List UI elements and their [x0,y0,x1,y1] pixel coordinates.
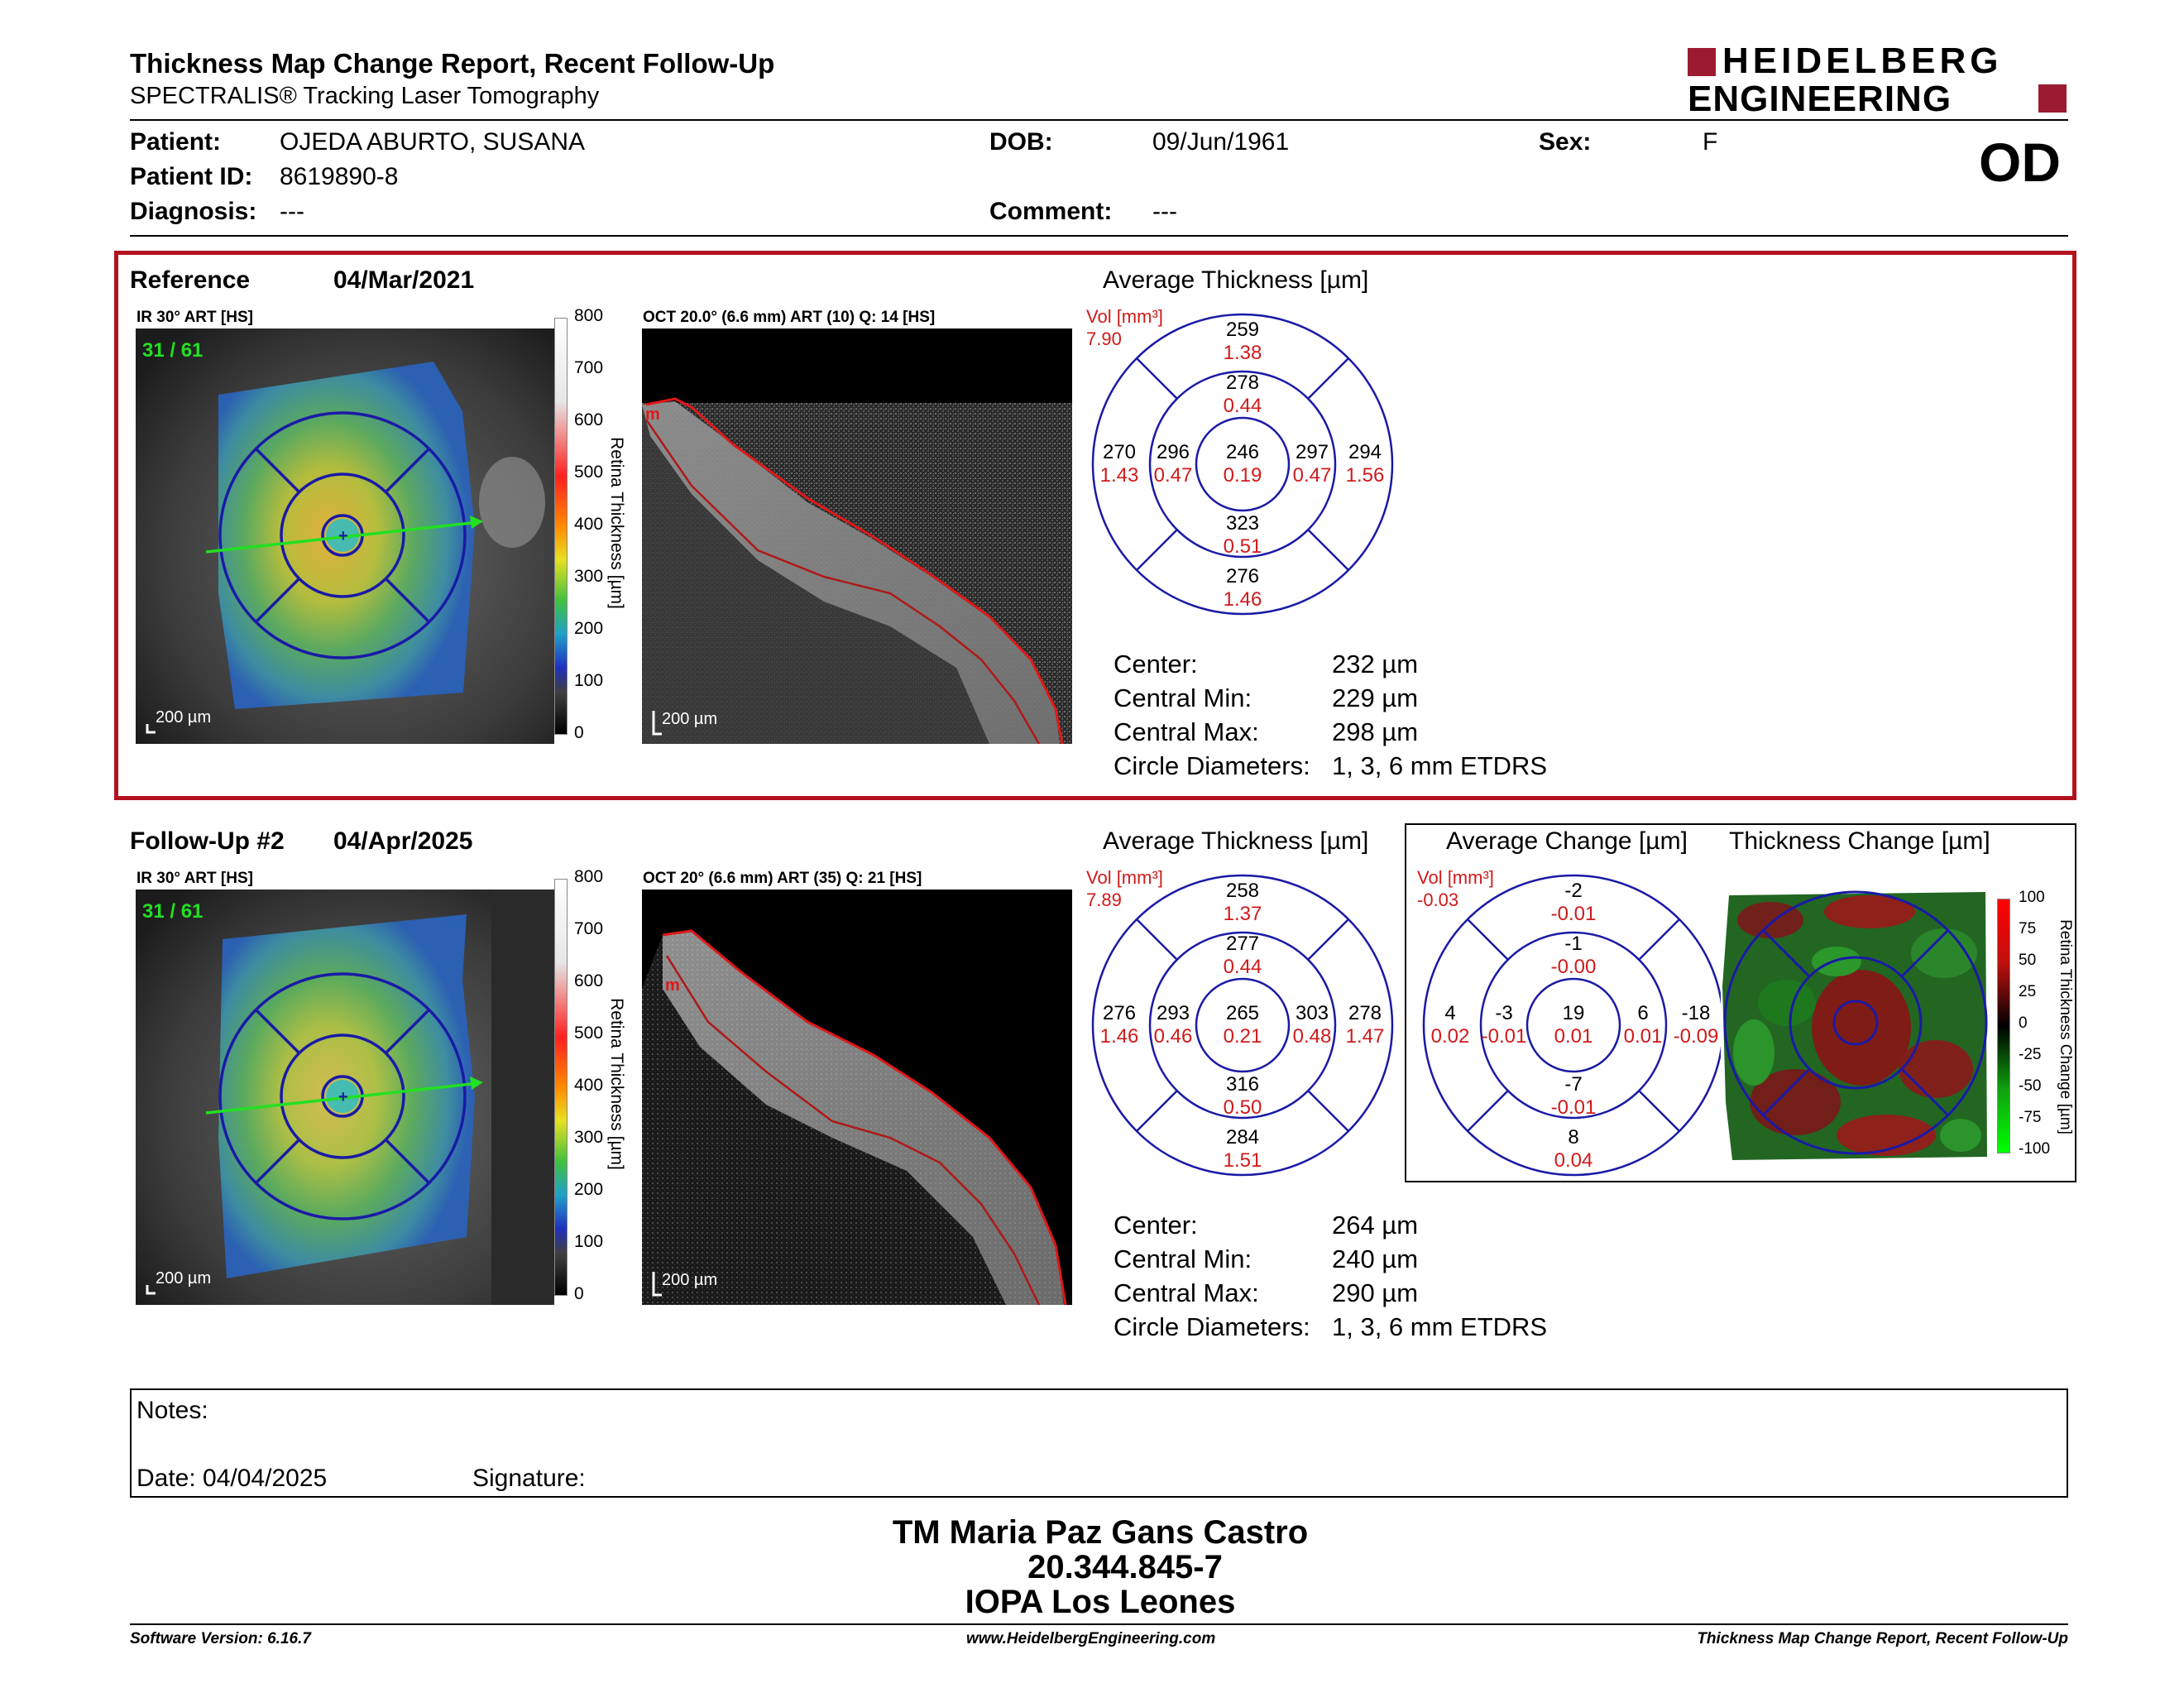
ref-center-thk: 246 [1225,441,1260,463]
cb-tick: 500 [574,1024,604,1043]
ref-ir-scale: 200 µm [156,708,212,727]
chg-outer-sup-thk: -2 [1564,880,1583,902]
signatory-name: TM Maria Paz Gans Castro [892,1514,1309,1551]
fu-inner-sup-thk: 277 [1225,933,1260,955]
tc-tick: -75 [2019,1109,2042,1126]
signatory-org: IOPA Los Leones [965,1584,1236,1620]
fu-inner-sup-vol: 0.44 [1223,956,1262,978]
ref-stat-min-label: Central Min: [1114,683,1252,712]
tc-tick: 0 [2019,1014,2028,1032]
ref-stat-max-value: 298 µm [1332,717,1419,746]
tc-tick: 75 [2019,920,2037,938]
ref-ir-title: IR 30° ART [HS] [136,309,253,326]
chg-outer-nasal-thk: -18 [1681,1002,1711,1024]
fu-colorbar-ticks [574,867,607,1303]
logo-line2: ENGINEERING [1688,79,1952,119]
ref-outer-temp-thk: 270 [1102,441,1137,463]
patient-label: Patient: [130,128,222,156]
svg-text:m: m [665,976,680,995]
tc-title: Thickness Change [µm] [1729,827,1990,855]
fu-stat-diam-value: 1, 3, 6 mm ETDRS [1332,1312,1548,1341]
fu-inner-nasal-thk: 303 [1295,1002,1329,1024]
ref-stat-diam-value: 1, 3, 6 mm ETDRS [1332,751,1548,780]
cb-tick: 500 [574,463,604,482]
fu-etdrs-grid [1084,866,1398,1182]
ref-stat-min-value: 229 µm [1332,683,1419,712]
fu-oct-image [642,890,1072,1305]
ref-inner-inf-vol: 0.51 [1223,535,1262,558]
tc-tick: -50 [2019,1077,2042,1095]
fu-inner-temp-vol: 0.46 [1153,1025,1193,1048]
fu-colorbar-label: Retina Thickness [µm] [607,998,626,1170]
reference-label: Reference [130,266,251,294]
fu-vol-total: 7.89 [1086,890,1122,910]
fu-ir-scale: 200 µm [156,1269,212,1288]
fu-outer-temp-vol: 1.46 [1099,1025,1139,1048]
chg-center-vol: 0.01 [1554,1025,1593,1048]
ref-ir-counter: 31 / 61 [142,339,204,362]
ref-outer-inf-vol: 1.46 [1223,588,1262,611]
tc-tick: -25 [2019,1046,2042,1063]
ref-outer-inf-thk: 276 [1225,565,1260,587]
signatory-id: 20.344.845-7 [1027,1549,1223,1585]
cb-tick: 100 [574,671,604,690]
cb-tick: 600 [574,971,604,990]
notes-box[interactable] [130,1388,2068,1498]
dob-label: DOB: [989,128,1053,156]
ref-stat-center-value: 232 µm [1332,650,1419,679]
ref-inner-inf-thk: 323 [1225,512,1260,535]
ref-outer-nasal-thk: 294 [1348,441,1382,463]
fu-stat-center-value: 264 µm [1332,1211,1419,1240]
reference-date: 04/Mar/2021 [333,266,475,294]
diagnosis-value: --- [280,198,304,225]
cb-tick: 200 [574,1180,604,1199]
software-version: Software Version: 6.16.7 [130,1630,311,1647]
notes-date: Date: 04/04/2025 [136,1465,328,1492]
fu-vol-label: Vol [mm³] [1086,867,1163,888]
patient-rule [130,235,2068,237]
fu-outer-inf-thk: 284 [1225,1126,1260,1149]
ref-oct-scale: 200 µm [662,710,718,728]
tc-tick: -100 [2019,1140,2051,1158]
chg-outer-sup-vol: -0.01 [1550,903,1597,925]
fu-stat-center-label: Center: [1114,1211,1198,1240]
tc-colorbar-label: Retina Thickness Change [µm] [2057,919,2074,1134]
svg-text:+: + [338,1088,348,1106]
fu-outer-sup-vol: 1.37 [1223,903,1262,925]
cb-tick: 300 [574,567,604,586]
cb-tick: 100 [574,1232,604,1251]
cb-tick: 0 [574,1284,584,1303]
comment-value: --- [1152,198,1177,225]
change-title: Average Change [µm] [1446,827,1688,855]
ref-stat-diam-label: Circle Diameters: [1114,751,1310,780]
fu-stat-min-value: 240 µm [1332,1244,1419,1273]
fu-stat-max-value: 290 µm [1332,1278,1419,1307]
tc-colorbar [1997,899,2010,1153]
ref-stat-center-label: Center: [1114,650,1198,679]
cb-tick: 300 [574,1128,604,1147]
fu-outer-nasal-vol: 1.47 [1345,1025,1385,1048]
footer-rule [130,1623,2068,1625]
ref-inner-temp-thk: 296 [1156,441,1190,463]
fu-inner-temp-thk: 293 [1156,1002,1190,1024]
followup-date: 04/Apr/2025 [333,827,473,855]
ref-outer-nasal-vol: 1.56 [1345,464,1385,487]
chg-inner-temp-vol: -0.01 [1481,1025,1527,1048]
sex-label: Sex: [1539,128,1592,156]
fu-center-vol: 0.21 [1223,1025,1262,1048]
cb-tick: 800 [574,306,604,325]
fu-outer-temp-thk: 276 [1102,1002,1137,1024]
footer-report-name: Thickness Map Change Report, Recent Follow-Up [1697,1630,2068,1647]
chg-inner-sup-vol: -0.00 [1550,956,1597,978]
fu-stat-min-label: Central Min: [1114,1244,1252,1273]
logo-square-right [2038,84,2067,113]
ref-outer-temp-vol: 1.43 [1099,464,1139,487]
fu-outer-inf-vol: 1.51 [1223,1149,1262,1172]
header-rule [130,119,2068,121]
ref-center-vol: 0.19 [1223,464,1262,487]
cb-tick: 400 [574,515,604,534]
eye-label: OD [1979,132,2061,193]
ref-outer-sup-vol: 1.38 [1223,342,1262,364]
fu-ir-counter: 31 / 61 [142,900,204,923]
logo-line1: HEIDELBERG [1722,41,2003,81]
comment-label: Comment: [989,198,1113,225]
chg-outer-nasal-vol: -0.09 [1673,1025,1719,1048]
fu-inner-nasal-vol: 0.48 [1292,1025,1332,1048]
tc-tick: 100 [2019,889,2045,906]
cb-tick: 600 [574,410,604,429]
ref-inner-nasal-vol: 0.47 [1292,464,1332,487]
chg-inner-temp-thk: -3 [1495,1002,1513,1024]
fu-stat-diam-label: Circle Diameters: [1114,1312,1310,1341]
fu-outer-sup-thk: 258 [1225,880,1260,902]
cb-tick: 400 [574,1076,604,1095]
fu-outer-nasal-thk: 278 [1348,1002,1382,1024]
heidelberg-logo [1688,41,2068,119]
ref-stat-max-label: Central Max: [1114,717,1259,746]
patient-id-label: Patient ID: [130,163,253,190]
chg-center-thk: 19 [1562,1002,1585,1024]
tc-tick: 25 [2019,983,2037,1000]
chg-outer-inf-thk: 8 [1568,1126,1579,1149]
report-subtitle: SPECTRALIS® Tracking Laser Tomography [130,83,600,109]
ref-inner-temp-vol: 0.47 [1153,464,1193,487]
svg-text:m: m [645,405,660,424]
chg-inner-nasal-thk: 6 [1637,1002,1649,1024]
ref-avg-title: Average Thickness [µm] [1103,266,1369,294]
patient-id-value: 8619890-8 [280,163,399,190]
cb-tick: 800 [574,867,604,886]
fu-ir-image [136,890,554,1305]
ref-etdrs-grid [1084,305,1398,621]
ref-outer-sup-thk: 259 [1225,319,1260,341]
cb-tick: 700 [574,919,604,938]
svg-text:+: + [338,527,348,545]
ref-colorbar-label: Retina Thickness [µm] [607,437,626,609]
fu-stat-max-label: Central Max: [1114,1278,1259,1307]
fu-inner-inf-vol: 0.50 [1223,1096,1262,1119]
notes-signature: Signature: [472,1465,586,1492]
chg-outer-temp-vol: 0.02 [1430,1025,1470,1048]
ref-oct-title: OCT 20.0° (6.6 mm) ART (10) Q: 14 [HS] [643,309,936,326]
ref-inner-nasal-thk: 297 [1295,441,1329,463]
fu-center-thk: 265 [1225,1002,1260,1024]
dob-value: 09/Jun/1961 [1152,128,1290,156]
change-vol-total: -0.03 [1417,890,1459,910]
chg-inner-nasal-vol: 0.01 [1623,1025,1663,1048]
chg-outer-temp-thk: 4 [1444,1002,1456,1024]
tc-tick: 50 [2019,952,2037,969]
cb-tick: 200 [574,619,604,638]
report-title: Thickness Map Change Report, Recent Follow-Up [130,48,775,79]
website-link[interactable]: www.HeidelbergEngineering.com [966,1630,1216,1647]
ref-oct-image [642,328,1072,744]
ref-vol-total: 7.90 [1086,328,1122,349]
diagnosis-label: Diagnosis: [130,198,257,225]
patient-value: OJEDA ABURTO, SUSANA [280,128,586,156]
ref-inner-sup-thk: 278 [1225,372,1260,394]
change-etdrs-grid [1415,866,1729,1182]
fu-oct-scale: 200 µm [662,1271,718,1289]
sex-value: F [1703,128,1718,156]
fu-inner-inf-thk: 316 [1225,1073,1260,1096]
notes-label: Notes: [136,1397,208,1424]
thickness-change-map [1721,887,1990,1163]
followup-label: Follow-Up #2 [130,827,285,855]
chg-inner-inf-vol: -0.01 [1550,1096,1597,1119]
ref-colorbar [554,318,568,735]
ref-vol-label: Vol [mm³] [1086,306,1163,327]
fu-colorbar [554,879,568,1296]
chg-inner-sup-thk: -1 [1564,933,1583,955]
chg-inner-inf-thk: -7 [1564,1073,1583,1096]
cb-tick: 700 [574,358,604,377]
ref-colorbar-ticks [574,306,607,742]
chg-outer-inf-vol: 0.04 [1554,1149,1593,1172]
ref-inner-sup-vol: 0.44 [1223,395,1262,417]
cb-tick: 0 [574,723,584,742]
logo-square-left [1688,48,1716,76]
fu-oct-title: OCT 20° (6.6 mm) ART (35) Q: 21 [HS] [643,870,922,887]
ref-ir-image [136,328,554,744]
fu-avg-title: Average Thickness [µm] [1103,827,1369,855]
change-vol-label: Vol [mm³] [1417,867,1494,888]
fu-ir-title: IR 30° ART [HS] [136,870,253,887]
